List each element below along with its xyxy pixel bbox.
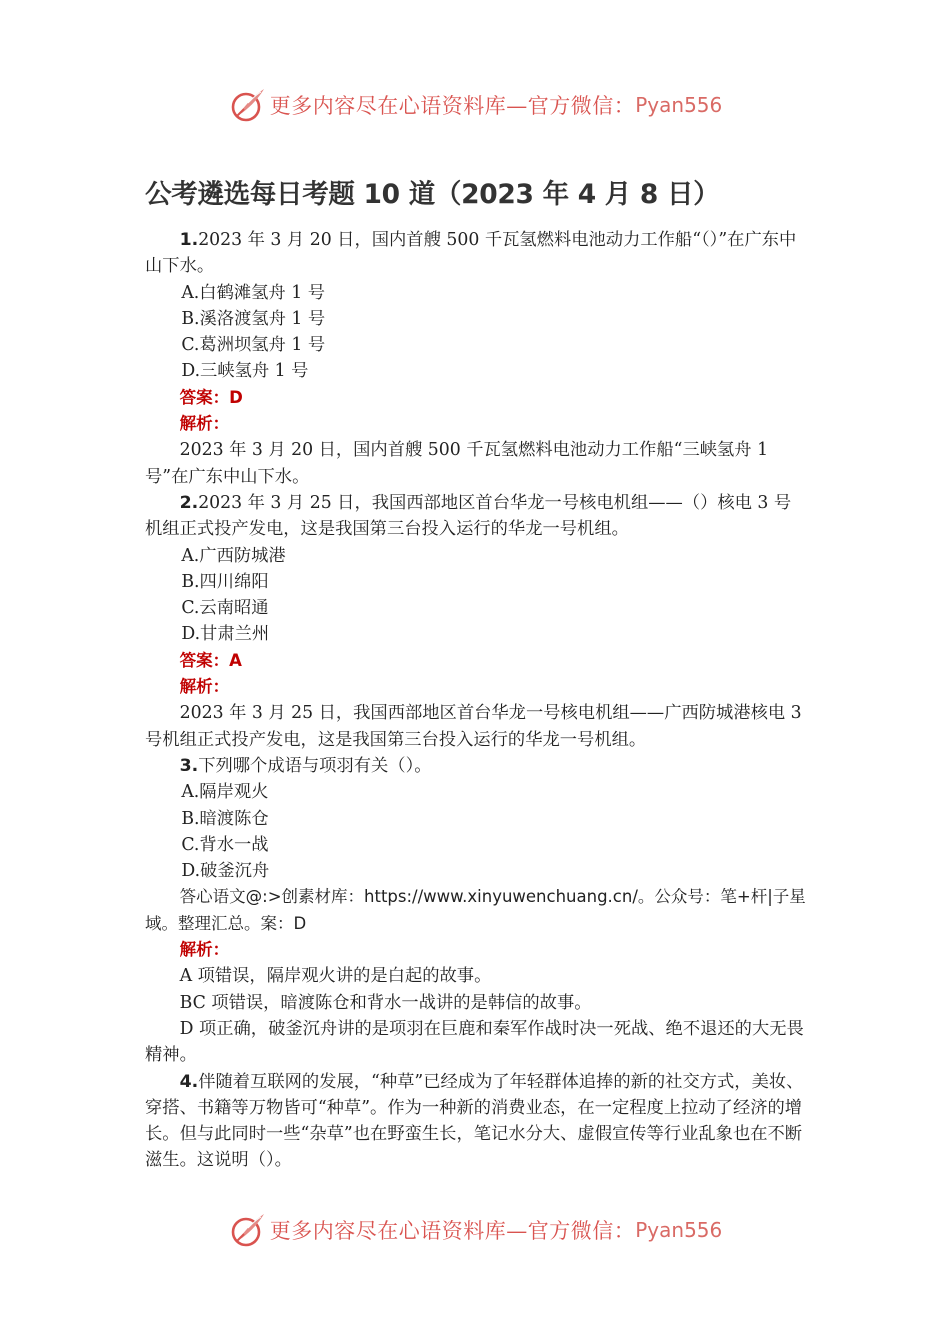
question-4-number: 4.	[179, 1071, 199, 1092]
header-banner	[0, 82, 950, 128]
question-1	[145, 227, 807, 280]
footer-banner	[0, 1207, 950, 1253]
question-2	[145, 490, 807, 543]
q1-option-a: A.白鹤滩氢舟 1 号	[181, 282, 325, 303]
q2-option-d: D.甘肃兰州	[181, 624, 270, 645]
banner-text: 更多内容尽在心语资料库—官方微信：	[269, 1219, 636, 1243]
q3-answer-watermark: 答心语文@:>创素材库：https://www.xinyuwenchuang.cn/。公众号：笔+杆|子星域。整理汇总。案：D	[145, 887, 806, 933]
q3-option-c: C.背水一战	[181, 834, 269, 855]
question-3-number: 3.	[179, 755, 199, 776]
q3-option-d: D.破釜沉舟	[181, 861, 270, 882]
q2-answer: 答案：A	[179, 650, 242, 670]
q2-option-a: A.广西防城港	[181, 545, 286, 566]
q2-option-c: C.云南昭通	[181, 598, 269, 619]
question-3-text: 下列哪个成语与项羽有关（）。	[198, 755, 432, 776]
q1-option-c: C.葛洲坝氢舟 1 号	[181, 335, 326, 356]
banner-wechat: Pyan556	[635, 93, 723, 117]
quill-logo-icon	[228, 85, 268, 125]
page-title: 公考遴选每日考题 10 道（2023 年 4 月 8 日）	[145, 179, 720, 210]
question-4	[145, 1069, 807, 1174]
q2-analysis-label: 解析：	[179, 677, 230, 697]
q1-analysis: 2023 年 3 月 20 日，国内首艘 500 千瓦氢燃料电池动力工作船“三峡氢舟 1 号”在广东中山下水。	[145, 440, 769, 487]
question-4-text: 伴随着互联网的发展，“种草”已经成为了年轻群体追捧的新的社交方式，美妆、穿搭、书籍等万物皆可“种草”。作为一种新的消费业态，在一定程度上拉动了经济的增长。但与此同时一些“杂草”也在野蛮生长，笔记水分大、虚假宣传等行业乱象也在不断滋生。这说明（）。	[145, 1071, 804, 1171]
document-body	[145, 172, 807, 1174]
q3-analysis-a: A 项错误，隔岸观火讲的是白起的故事。	[179, 966, 492, 987]
q3-analysis-label: 解析：	[179, 940, 230, 960]
q3-analysis-d: D 项正确，破釜沉舟讲的是项羽在巨鹿和秦军作战时决一死战、绝不退还的大无畏精神。	[145, 1018, 804, 1066]
q2-analysis: 2023 年 3 月 25 日，我国西部地区首台华龙一号核电机组——广西防城港核电 3 号机组正式投产发电，这是我国第三台投入运行的华龙一号机组。	[145, 703, 802, 750]
q1-analysis-label: 解析：	[179, 414, 230, 434]
question-1-text: 2023 年 3 月 20 日，国内首艘 500 千瓦氢燃料电池动力工作船“（）”在广东中山下水。	[145, 230, 797, 277]
q1-option-b: B.溪洛渡氢舟 1 号	[181, 308, 326, 329]
q3-analysis-bc: BC 项错误，暗渡陈仓和背水一战讲的是韩信的故事。	[179, 992, 592, 1013]
q3-option-b: B.暗渡陈仓	[181, 808, 269, 829]
banner-text: 更多内容尽在心语资料库—官方微信：	[269, 94, 636, 118]
q1-option-d: D.三峡氢舟 1 号	[181, 361, 309, 382]
banner-wechat: Pyan556	[635, 1218, 723, 1242]
q1-answer: 答案：D	[179, 387, 243, 407]
q2-option-b: B.四川绵阳	[181, 571, 269, 592]
question-2-number: 2.	[179, 492, 199, 513]
question-2-text: 2023 年 3 月 25 日，我国西部地区首台华龙一号核电机组——（）核电 3 号机组正式投产发电，这是我国第三台投入运行的华龙一号机组。	[145, 492, 792, 540]
question-3	[145, 753, 807, 779]
quill-logo-icon	[228, 1210, 268, 1250]
q3-option-a: A.隔岸观火	[181, 782, 269, 803]
question-1-number: 1.	[179, 230, 199, 250]
